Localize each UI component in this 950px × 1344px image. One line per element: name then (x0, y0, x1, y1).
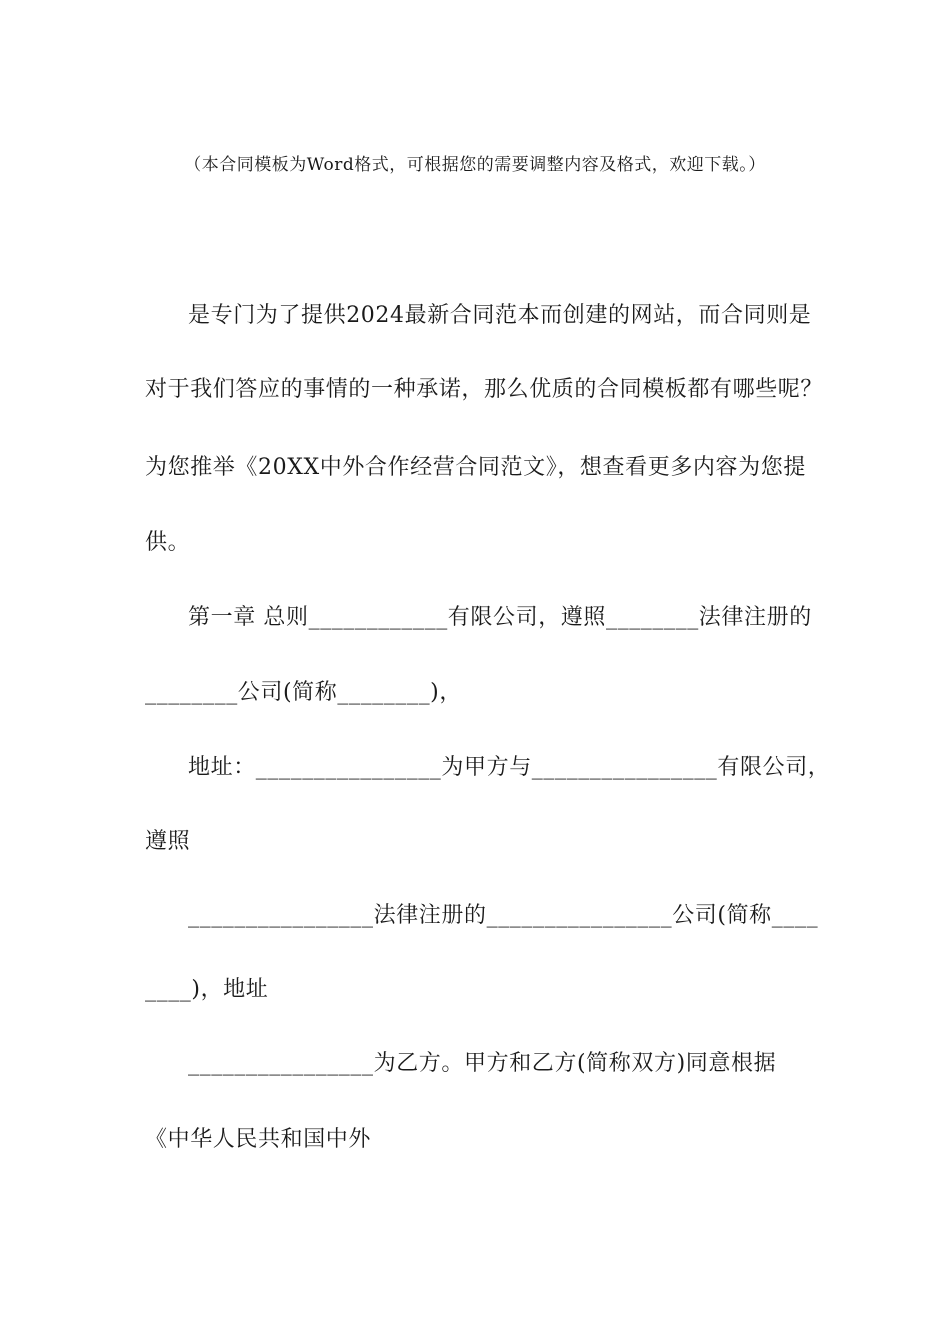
body-line: 第一章 总则____________有限公司，遵照________法律注册的 (188, 605, 812, 630)
body-line: 是专门为了提供2024最新合同范本而创建的网站，而合同则是 (188, 303, 812, 328)
body-line: 对于我们答应的事情的一种承诺，那么优质的合同模板都有哪些呢？ (145, 377, 824, 402)
body-line: ____)，地址 (145, 977, 269, 1002)
body-line: 地址：________________为甲方与________________有限公司， (188, 755, 831, 780)
body-line: 《中华人民共和国中外 (145, 1127, 372, 1152)
body-line: 供。 (145, 530, 191, 555)
template-note: （本合同模板为Word格式，可根据您的需要调整内容及格式，欢迎下载。） (184, 155, 766, 175)
body-line: 遵照 (145, 829, 191, 854)
body-line: ________公司(简称________)， (145, 680, 462, 705)
body-line: 为您推举《20XX中外合作经营合同范文》，想查看更多内容为您提 (145, 455, 806, 480)
body-line: ________________法律注册的________________公司(简称____ (188, 903, 819, 928)
body-line: ________________为乙方。甲方和乙方(简称双方)同意根据 (188, 1051, 777, 1076)
